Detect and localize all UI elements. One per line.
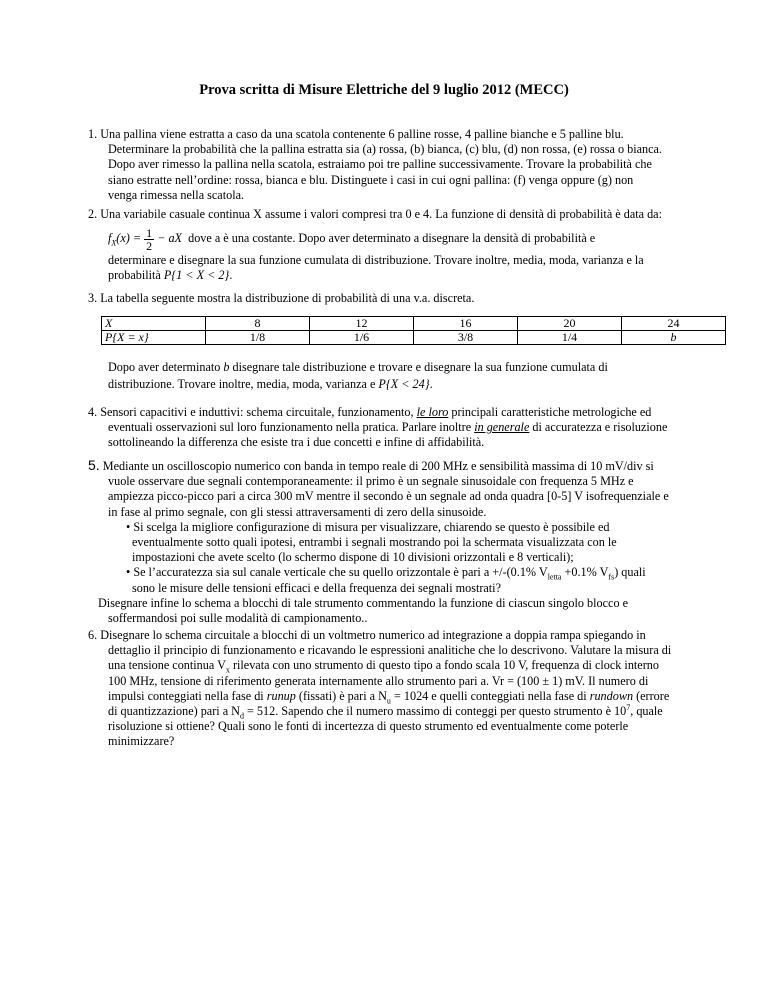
question-text: distribuzione. Trovare inoltre, media, moda, varianza e — [108, 377, 376, 392]
question-text: dove a è una costante. Dopo aver determinato a disegnare la densità di probabilità e — [188, 231, 596, 246]
question-2-line — [88, 268, 694, 283]
question-text: Una pallina viene estratta a caso da una scatola contenente 6 palline rosse, 4 palline bianche e 5 palline blu. — [100, 127, 624, 141]
question-number: 4. — [88, 405, 98, 419]
question-number: 1. — [88, 127, 98, 141]
fraction-numerator: 1 — [146, 225, 153, 240]
bullet-line: sono le misure delle tensioni efficaci e della frequenza dei segnali mostrati? — [132, 580, 501, 595]
question-number: 3. — [88, 291, 98, 305]
question-1-line: siano estratte nell’ordine: rossa, bianca e blu. Distinguete i casi in cui ogni pallina: (f) venga oppure (g) non — [108, 172, 634, 187]
formula-fraction — [144, 227, 154, 252]
distribution-table — [101, 316, 726, 345]
question-1-line: Dopo aver rimesso la pallina nella scatola, estraiamo poi tre palline successivamente. Trovare la probabilità che — [108, 157, 652, 172]
table-cell: 12 — [310, 317, 414, 331]
question-text: una tensione continua V — [108, 658, 226, 673]
subscript: letta — [547, 572, 562, 582]
question-4-line — [88, 405, 694, 420]
question-6-line — [88, 628, 694, 643]
question-2-line — [88, 207, 694, 222]
table-cell: 1/6 — [310, 331, 414, 345]
variable-b: b — [223, 360, 230, 374]
question-5-line: ampiezza picco-picco pari a circa 300 mV mentre il secondo è un segnale ad onda quadra [0-5] V isofrequenziale e — [108, 489, 669, 504]
question-3 — [88, 291, 694, 306]
underlined-text: le loro — [416, 405, 449, 419]
question-text: +0.1% V — [561, 565, 609, 580]
question-text: di quantizzazione) pari a N — [108, 704, 240, 719]
question-text: rilevata con uno strumento di questo tipo a fondo scala 10 V, frequenza di clock interno — [229, 658, 659, 673]
question-2-line: determinare e disegnare la sua funzione cumulata di distribuzione. Trovare inoltre, media, moda, varianza e la — [108, 253, 644, 268]
question-text: , quale — [630, 704, 663, 719]
bullet-line — [88, 565, 694, 580]
table-row — [102, 331, 726, 345]
question-text: • Se l’accuratezza sia sul canale verticale che su quello orizzontale è pari a +/-(0.1% V — [126, 565, 548, 580]
bullet-line: eventualmente sotto quali ipotesi, entrambi i segnali mostrando poi la schermata visualizzata con le — [132, 535, 617, 550]
density-formula-line — [88, 225, 694, 251]
subscript: fs — [608, 572, 615, 582]
question-5-line: Disegnare infine lo schema a blocchi di tale strumento commentando la funzione di ciascun singolo blocco e — [98, 595, 628, 610]
table-row-header: P{X = x} — [102, 331, 206, 345]
page-title: Prova scritta di Misure Elettriche del 9 luglio 2012 (MECC) — [199, 82, 569, 98]
bullet-line: impostazioni che avete scelto (lo schermo dispone di 10 divisioni orizzontali e 8 verticali); — [132, 550, 574, 565]
table-cell: 24 — [622, 317, 726, 331]
question-5-line: soffermandosi poi sulle modalità di campionamento.. — [108, 611, 368, 626]
punctuation: . — [429, 377, 433, 392]
question-1 — [88, 127, 694, 203]
table-cell: 16 — [414, 317, 518, 331]
question-number: 6. — [88, 628, 98, 642]
superscript: 7 — [626, 702, 631, 712]
question-text: Dopo aver determinato — [108, 360, 221, 374]
question-4 — [88, 405, 694, 451]
question-3-line — [108, 360, 694, 375]
table-cell: 3/8 — [414, 331, 518, 345]
question-number: 2. — [88, 207, 98, 221]
table-cell: 1/4 — [518, 331, 622, 345]
subscript: d — [239, 711, 244, 721]
question-text: Sensori capacitivi e induttivi: schema circuitale, funzionamento, — [100, 405, 414, 419]
underlined-text: in generale — [474, 420, 530, 435]
question-text: di accuratezza e risoluzione — [532, 420, 668, 435]
question-text: disegnare tale distribuzione e trovare e disegnare la sua funzione cumulata di — [232, 360, 608, 374]
question-6 — [88, 628, 694, 750]
question-text: (fissati) è pari a N — [298, 688, 387, 703]
question-4-line — [88, 420, 694, 435]
question-3-line — [88, 291, 694, 306]
question-5-line: in fase al primo segnale, con gli stessi attraversamenti di zero della sinusoide. — [108, 504, 487, 519]
question-5-line: vuole osservare due segnali contemporaneamente: il primo è un segnale sinusoidale con frequenza 5 MHz e — [108, 474, 634, 489]
table-cell: b — [622, 331, 726, 345]
formula-function: f — [108, 231, 112, 246]
question-6-line — [88, 704, 694, 719]
question-2 — [88, 207, 694, 284]
question-6-line: minimizzare? — [108, 734, 175, 749]
question-text: probabilità — [108, 268, 161, 283]
fraction-denominator: 2 — [146, 238, 153, 253]
question-text: ) quali — [614, 565, 646, 580]
question-3-continued — [108, 360, 694, 392]
probability-expression: P{1 < X < 2} — [163, 268, 230, 283]
question-number: 5. — [88, 457, 100, 473]
question-5 — [88, 458, 694, 626]
formula-argument: (x) = — [116, 231, 142, 246]
table-cell: 8 — [206, 317, 310, 331]
question-text: principali caratteristiche metrologiche ed — [451, 405, 652, 419]
question-4-line: sottolineando la differenza che esiste tra i due concetti e infine di affidabilità. — [108, 435, 485, 450]
question-text: (errore — [636, 688, 670, 703]
question-1-line: Determinare la probabilità che la pallina estratta sia (a) rossa, (b) bianca, (c) blu, (d) non rossa, (e) rossa o bianca. — [108, 142, 662, 157]
question-1-line: venga rimessa nella scatola. — [108, 187, 245, 202]
bullet-line: • Si scelga la migliore configurazione di misura per visualizzare, chiarendo se questo è possibile ed — [126, 519, 610, 534]
question-5-line — [88, 458, 694, 474]
formula-rhs: − aX — [157, 231, 182, 246]
question-text: La tabella seguente mostra la distribuzione di probabilità di una v.a. discreta. — [100, 291, 475, 305]
question-text: eventuali osservazioni sul loro funzionamento nella pratica. Parlare inoltre — [108, 420, 472, 435]
subscript: u — [386, 696, 391, 706]
question-text: = 1024 e quelli conteggiati nella fase di — [390, 688, 587, 703]
question-6-line: 100 MHz, tensione di riferimento generata internamente allo strumento pari a. Vr = (100 ± 1) mV. Il numero di — [108, 673, 649, 688]
question-6-line — [88, 658, 694, 673]
punctuation: . — [229, 268, 233, 283]
question-6-line: risoluzione si ottiene? Quali sono le fonti di incertezza di questo strumento ed eventualmente come poterle — [108, 719, 629, 734]
question-text: Mediante un oscilloscopio numerico con banda in tempo reale di 200 MHz e sensibilità massima di 10 mV/div si — [102, 459, 654, 473]
question-text: Disegnare lo schema circuitale a blocchi di un voltmetro numerico ad integrazione a doppia rampa spiegando in — [100, 628, 646, 642]
question-text: = 512. Sapendo che il numero massimo di conteggi per questo strumento è 10 — [243, 704, 627, 719]
table-row-header: X — [102, 317, 206, 331]
question-3-line — [108, 377, 694, 392]
italic-term: rundown — [589, 688, 634, 703]
table-cell: 20 — [518, 317, 622, 331]
question-text: Una variabile casuale continua X assume i valori compresi tra 0 e 4. La funzione di densità di probabilità è data da: — [100, 207, 662, 221]
italic-term: runup — [266, 688, 296, 703]
formula-subscript: X — [111, 238, 117, 248]
table-cell: 1/8 — [206, 331, 310, 345]
probability-expression: P{X < 24} — [378, 377, 430, 392]
table-row — [102, 317, 726, 331]
question-text: impulsi conteggiati nella fase di — [108, 688, 264, 703]
question-6-line: dettaglio il principio di funzionamento e ricavando le espressioni analitiche che lo descrivono. Valutare la misura di — [108, 643, 672, 658]
question-1-line — [88, 127, 694, 142]
subscript: x — [225, 665, 230, 675]
question-6-line — [88, 689, 694, 704]
